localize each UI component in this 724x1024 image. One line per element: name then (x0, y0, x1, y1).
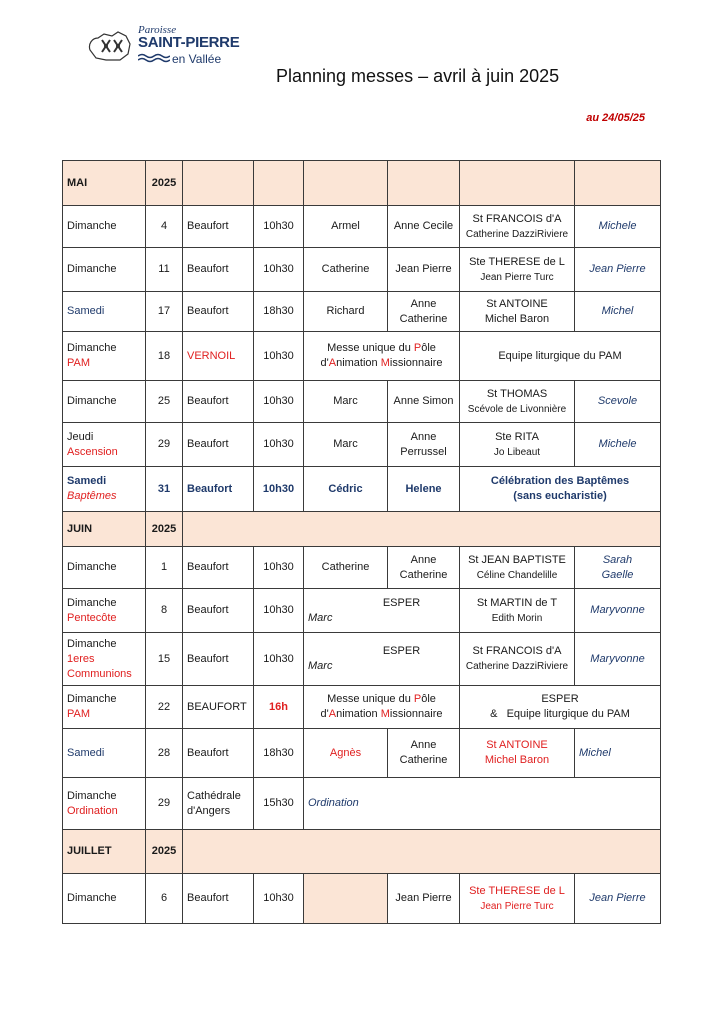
time-cell: 16h (254, 686, 304, 729)
date-cell: 29 (146, 778, 183, 830)
team-leader: Jean Pierre Turc (480, 271, 554, 283)
time-cell: 15h30 (254, 778, 304, 830)
team-saint: St JEAN BAPTISTE (468, 553, 566, 566)
date-cell: 28 (146, 729, 183, 778)
day-cell: Dimanche (63, 248, 146, 292)
team-saint: St FRANCOIS d'A (472, 645, 562, 657)
animator-cell: Jean Pierre (575, 874, 661, 924)
reader-line: Catherine (399, 312, 448, 325)
date-cell: 8 (146, 589, 183, 633)
time-cell: 18h30 (254, 292, 304, 332)
parish-emblem-icon (86, 28, 134, 64)
day-note: 1eres (67, 652, 95, 665)
month-year: 2025 (146, 512, 183, 547)
team-cell (460, 686, 661, 729)
month-header-juillet (63, 830, 661, 874)
page-title: Planning messes – avril à juin 2025 (276, 66, 560, 86)
celebrant-cell: Richard (304, 292, 388, 332)
date-cell: 17 (146, 292, 183, 332)
place-cell: Beaufort (183, 729, 254, 778)
logo-paroisse-text: Paroisse (138, 24, 177, 36)
time-cell: 10h30 (254, 381, 304, 423)
esper-cell (304, 633, 460, 686)
day-cell (63, 423, 146, 467)
place-cell: Beaufort (183, 547, 254, 589)
team-saint: St MARTIN de T (476, 596, 558, 609)
team-cell (460, 248, 575, 292)
place-cell: Beaufort (183, 206, 254, 248)
reader-line: Anne (410, 430, 437, 443)
place-cell: Beaufort (183, 423, 254, 467)
esper-cell (304, 589, 460, 633)
text-run: M (380, 708, 390, 720)
team-cell (460, 423, 575, 467)
day-name: Dimanche (67, 596, 117, 609)
day-cell (63, 332, 146, 381)
day-name: Dimanche (67, 789, 117, 802)
table-row (63, 248, 661, 292)
place-cell: Beaufort (183, 248, 254, 292)
table-row (63, 467, 661, 512)
time-cell: 10h30 (254, 423, 304, 467)
place-cell: Beaufort (183, 467, 254, 512)
table-row (63, 729, 661, 778)
time-cell: 10h30 (254, 874, 304, 924)
date-cell: 18 (146, 332, 183, 381)
team-cell (460, 381, 575, 423)
note-cell: Ordination (304, 778, 661, 830)
team-leader: Michel Baron (484, 312, 550, 325)
update-date: au 24/05/25 (586, 112, 645, 124)
reader-cell (388, 423, 460, 467)
animator-line: Sarah (602, 553, 633, 566)
day-cell: Dimanche (63, 381, 146, 423)
table-row (63, 332, 661, 381)
day-cell: Dimanche (63, 874, 146, 924)
date-cell: 25 (146, 381, 183, 423)
animator-cell: Maryvonne (575, 589, 661, 633)
reader-cell: Anne Simon (388, 381, 460, 423)
time-cell: 10h30 (254, 547, 304, 589)
table-row (63, 686, 661, 729)
text-run: ôle (421, 693, 436, 705)
team-cell (460, 874, 575, 924)
animator-cell: Scevole (575, 381, 661, 423)
text-run: ôle (421, 342, 436, 354)
team-line: & Equipe liturgique du PAM (490, 708, 630, 720)
team-leader: Edith Morin (491, 612, 543, 624)
day-note: PAM (67, 708, 91, 720)
esper-name: Marc (308, 611, 333, 624)
place-cell: Beaufort (183, 589, 254, 633)
text-run: issionnaire (389, 357, 443, 369)
team-saint: St ANTOINE (486, 297, 548, 310)
celebrant-cell: Catherine (304, 547, 388, 589)
date-cell: 6 (146, 874, 183, 924)
place-cell: Beaufort (183, 874, 254, 924)
place-cell: Beaufort (183, 381, 254, 423)
place-cell: Beaufort (183, 633, 254, 686)
day-cell (63, 686, 146, 729)
table-row (63, 874, 661, 924)
team-line: Célébration des Baptêmes (490, 475, 630, 487)
day-cell: Dimanche (63, 206, 146, 248)
month-label: MAI (63, 161, 146, 206)
day-cell: Samedi (63, 729, 146, 778)
reader-cell: Anne Cecile (388, 206, 460, 248)
team-cell: Equipe liturgique du PAM (460, 332, 661, 381)
day-name: Dimanche (67, 637, 117, 650)
text-run: M (380, 357, 390, 369)
place-line: Cathédrale (187, 789, 241, 802)
unique-mass-cell (304, 686, 460, 729)
date-cell: 22 (146, 686, 183, 729)
team-cell (460, 729, 575, 778)
table-row (63, 589, 661, 633)
animator-cell: Michel (575, 292, 661, 332)
place-line: d'Angers (187, 804, 231, 817)
month-year: 2025 (146, 830, 183, 874)
animator-cell (575, 547, 661, 589)
table-row (63, 633, 661, 686)
team-leader: Céline Chandelille (476, 569, 558, 581)
reader-cell (388, 729, 460, 778)
mass-schedule-table (62, 160, 661, 924)
text-run: A (328, 708, 337, 720)
team-saint: St FRANCOIS d'A (472, 212, 562, 225)
reader-line: Anne (410, 739, 437, 751)
table-row (63, 381, 661, 423)
celebrant-cell: Marc (304, 381, 388, 423)
team-leader: Scévole de Livonnière (467, 403, 567, 415)
parish-logo (86, 24, 246, 74)
day-name: Dimanche (67, 342, 117, 354)
team-leader: Jo Libeaut (493, 446, 541, 458)
date-cell: 1 (146, 547, 183, 589)
place-cell: VERNOIL (183, 332, 254, 381)
logo-sub-text: en Vallée (172, 52, 222, 66)
month-header-mai (63, 161, 661, 206)
waves-icon (138, 53, 170, 63)
month-header-juin (63, 512, 661, 547)
place-cell: Beaufort (183, 292, 254, 332)
month-year: 2025 (146, 161, 183, 206)
table-row (63, 206, 661, 248)
animator-cell: Michel (575, 729, 661, 778)
text-run: A (328, 357, 337, 369)
celebrant-cell: Agnès (304, 729, 388, 778)
celebrant-cell: Armel (304, 206, 388, 248)
time-cell: 10h30 (254, 206, 304, 248)
day-note: Pentecôte (67, 611, 117, 624)
reader-cell (388, 547, 460, 589)
celebrant-cell (304, 874, 388, 924)
reader-line: Catherine (399, 568, 448, 581)
day-cell (63, 778, 146, 830)
team-cell (460, 467, 661, 512)
reader-line: Anne (410, 297, 437, 310)
text-run: Messe unique du (327, 693, 414, 705)
time-cell: 10h30 (254, 589, 304, 633)
date-cell: 11 (146, 248, 183, 292)
esper-name: Marc (308, 660, 333, 672)
reader-cell: Jean Pierre (388, 248, 460, 292)
team-cell (460, 292, 575, 332)
celebrant-cell: Cédric (304, 467, 388, 512)
team-leader: Catherine DazziRiviere (465, 661, 569, 672)
day-cell: Samedi (63, 292, 146, 332)
day-cell (63, 589, 146, 633)
team-saint: St ANTOINE (486, 739, 548, 751)
reader-line: Catherine (399, 754, 448, 766)
time-cell: 10h30 (254, 633, 304, 686)
celebrant-cell: Catherine (304, 248, 388, 292)
team-line: ESPER (541, 693, 579, 705)
team-cell (460, 206, 575, 248)
team-saint: Ste RITA (495, 430, 539, 443)
table-row (63, 423, 661, 467)
text-run: d' (320, 357, 329, 369)
celebrant-cell: Marc (304, 423, 388, 467)
team-cell (460, 589, 575, 633)
date-cell: 4 (146, 206, 183, 248)
day-note: Ascension (67, 445, 118, 458)
text-run: d' (320, 708, 329, 720)
logo-name-text: SAINT-PIERRE (138, 34, 240, 51)
text-run: Messe unique du (327, 342, 414, 354)
time-cell: 18h30 (254, 729, 304, 778)
date-cell: 15 (146, 633, 183, 686)
day-cell: Dimanche (63, 547, 146, 589)
table-row (63, 778, 661, 830)
text-run: nimation (336, 708, 381, 720)
team-line: (sans eucharistie) (513, 490, 607, 502)
text-run: issionnaire (389, 708, 443, 720)
animator-cell: Jean Pierre (575, 248, 661, 292)
team-cell (460, 633, 575, 686)
date-cell: 31 (146, 467, 183, 512)
month-label: JUILLET (63, 830, 146, 874)
place-cell (183, 778, 254, 830)
esper-label: ESPER (382, 645, 421, 657)
team-saint: Ste THERESE de L (469, 255, 565, 268)
day-note: Communions (67, 667, 132, 680)
time-cell: 10h30 (254, 467, 304, 512)
unique-mass-cell (304, 332, 460, 381)
team-leader: Jean Pierre Turc (480, 900, 554, 912)
day-name: Jeudi (67, 430, 94, 443)
day-note: Ordination (67, 804, 118, 817)
table-row (63, 547, 661, 589)
text-run: P (413, 342, 422, 354)
team-cell (460, 547, 575, 589)
animator-cell: Michele (575, 206, 661, 248)
team-leader: Michel Baron (484, 754, 550, 766)
text-run: nimation (336, 357, 381, 369)
reader-line: Perrussel (400, 445, 447, 458)
team-leader: Catherine DazziRiviere (465, 228, 569, 240)
reader-line: Anne (410, 553, 437, 566)
animator-cell: Maryvonne (575, 633, 661, 686)
time-cell: 10h30 (254, 332, 304, 381)
day-note: PAM (67, 357, 91, 369)
reader-cell: Jean Pierre (388, 874, 460, 924)
reader-cell: Helene (388, 467, 460, 512)
reader-cell (388, 292, 460, 332)
day-cell (63, 633, 146, 686)
esper-label: ESPER (382, 596, 421, 609)
month-label: JUIN (63, 512, 146, 547)
day-cell (63, 467, 146, 512)
place-cell: BEAUFORT (183, 686, 254, 729)
time-cell: 10h30 (254, 248, 304, 292)
date-cell: 29 (146, 423, 183, 467)
day-note: Baptêmes (67, 490, 117, 502)
day-name: Samedi (67, 475, 107, 487)
team-saint: Ste THERESE de L (469, 884, 565, 897)
team-saint: St THOMAS (486, 387, 548, 400)
day-name: Dimanche (67, 693, 117, 705)
animator-cell: Michele (575, 423, 661, 467)
table-row (63, 292, 661, 332)
text-run: P (413, 693, 422, 705)
animator-line: Gaelle (601, 568, 634, 581)
